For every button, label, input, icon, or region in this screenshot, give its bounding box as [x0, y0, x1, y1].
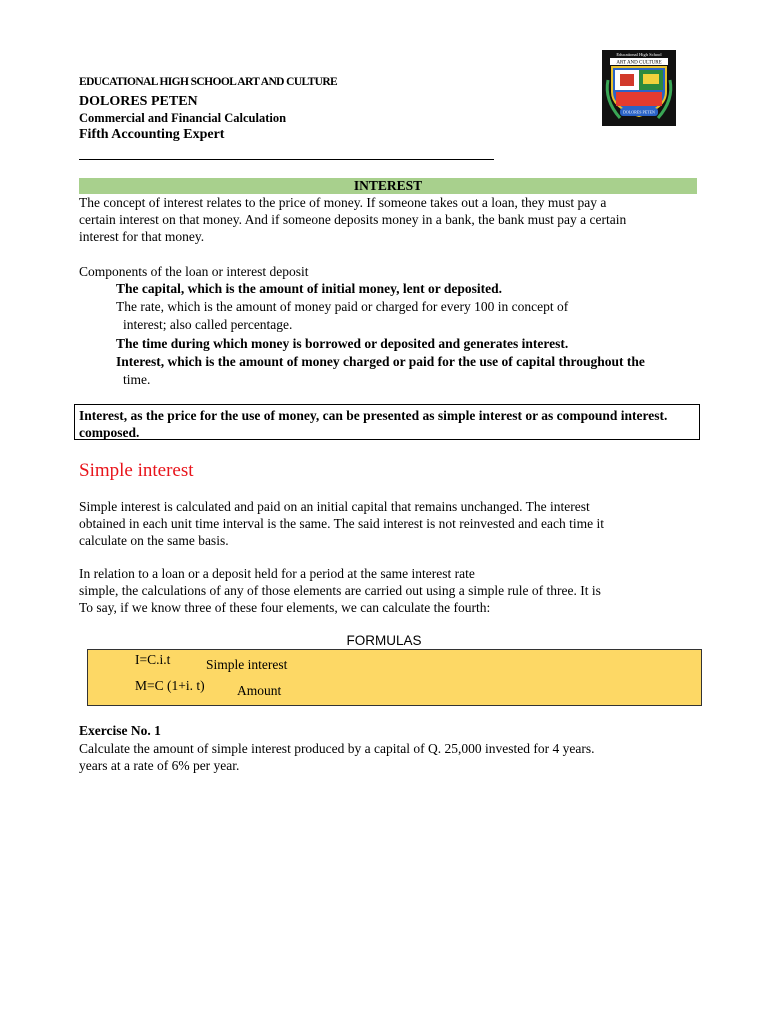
component-time: [102, 335, 568, 353]
component-text: The time during which money is borrowed or deposited and generates interest.: [116, 336, 569, 351]
component-text: The rate, which is the amount of money paid or charged for every 100 in concept of: [116, 299, 569, 314]
exercise-line: years at a rate of 6% per year.: [79, 758, 240, 773]
header-divider: [79, 159, 494, 160]
simple-paragraph-1: [79, 498, 673, 549]
note-line: composed.: [79, 425, 140, 440]
intro-line: certain interest on that money. And if someone deposits money in a bank, the bank must pay a certain: [79, 212, 627, 227]
component-rate: [102, 298, 568, 316]
paragraph-line: obtained in each unit time interval is the same. The said interest is not reinvested and each time it: [79, 516, 604, 531]
exercise-line: Calculate the amount of simple interest produced by a capital of Q. 25,000 invested for 4 years.: [79, 741, 595, 756]
intro-line: interest for that money.: [79, 229, 205, 244]
component-rate-cont: interest; also called percentage.: [123, 317, 293, 332]
intro-paragraph: [79, 194, 704, 245]
grade-name: Fifth Accounting Expert: [79, 127, 225, 142]
section-title-banner: INTEREST: [79, 178, 697, 194]
intro-line: The concept of interest relates to the price of money. If someone takes out a loan, they must pay a: [79, 195, 607, 210]
components-heading: Components of the loan or interest deposit: [79, 264, 309, 279]
school-seal-icon: [602, 50, 676, 126]
component-interest: [102, 353, 645, 371]
logo-top-text: Educational High School: [616, 52, 662, 57]
paragraph-line: Simple interest is calculated and paid on an initial capital that remains unchanged. The interest: [79, 499, 590, 514]
formula-amount: M=C (1+i. t): [135, 678, 205, 693]
note-line: Interest, as the price for the use of money, can be presented as simple interest or as compound interest.: [79, 408, 668, 423]
formulas-box: [87, 649, 702, 706]
component-interest-cont: time.: [123, 372, 151, 387]
paragraph-line: In relation to a loan or a deposit held for a period at the same interest rate: [79, 566, 475, 581]
exercise-title: Exercise No. 1: [79, 723, 161, 738]
interest-note-box: [74, 404, 700, 440]
paragraph-line: simple, the calculations of any of those elements are carried out using a simple rule of three. It is: [79, 583, 601, 598]
formula-simple-interest: I=C.i.t: [135, 652, 171, 667]
component-capital: [102, 280, 502, 298]
course-name: Commercial and Financial Calculation: [79, 111, 287, 125]
paragraph-line: calculate on the same basis.: [79, 533, 229, 548]
component-text: The capital, which is the amount of initial money, lent or deposited.: [116, 281, 503, 296]
exercise-text: [79, 740, 704, 774]
school-name: EDUCATIONAL HIGH SCHOOL ART AND CULTURE: [79, 76, 338, 88]
paragraph-line: To say, if we know three of these four elements, we can calculate the fourth:: [79, 600, 491, 615]
formula-simple-interest-label: Simple interest: [206, 657, 288, 672]
simple-interest-heading: Simple interest: [79, 460, 194, 481]
component-text: Interest, which is the amount of money charged or paid for the use of capital throughout the: [116, 354, 645, 369]
formulas-title: FORMULAS: [346, 633, 422, 648]
simple-paragraph-2: [79, 565, 673, 616]
logo-band-text: ART AND CULTURE: [616, 60, 662, 66]
school-city: DOLORES PETEN: [79, 94, 198, 109]
school-logo: [602, 50, 676, 126]
formula-amount-label: Amount: [237, 683, 282, 698]
logo-bottom-text: DOLORES PETEN: [623, 109, 655, 115]
